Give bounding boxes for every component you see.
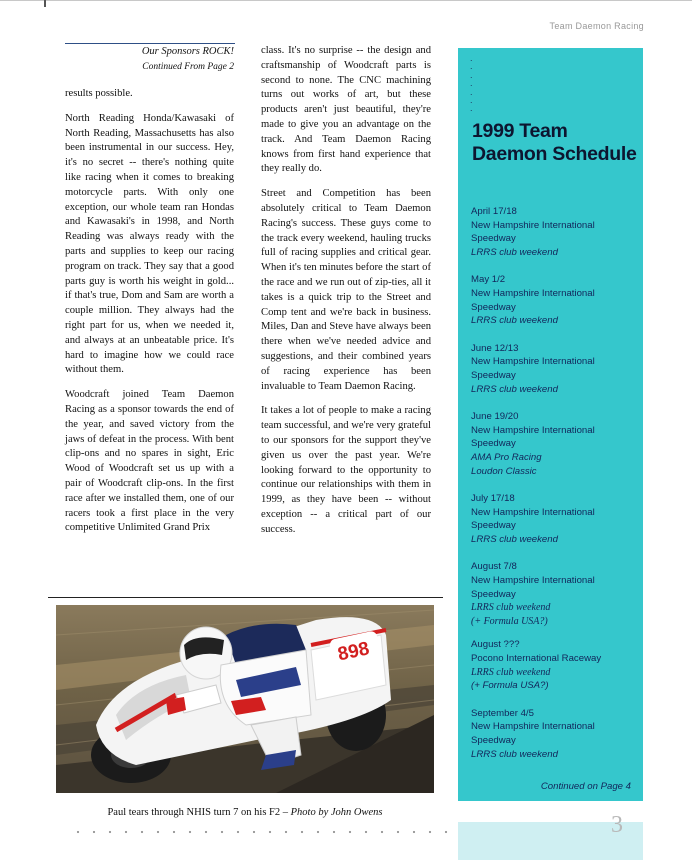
event-place: New Hampshire International Speedway xyxy=(471,506,595,532)
event-date: June 19/20 xyxy=(471,411,519,423)
section-rule xyxy=(65,43,235,44)
article-title: Our Sponsors ROCK! xyxy=(141,46,234,57)
top-tick-mark xyxy=(44,0,46,7)
event-note: LRRS club weekend xyxy=(471,748,558,760)
schedule-list xyxy=(471,205,641,775)
event-note: Loudon Classic xyxy=(471,465,537,477)
event-place: New Hampshire International Speedway xyxy=(471,356,595,381)
schedule-event xyxy=(471,205,641,259)
event-place: New Hampshire International Speedway xyxy=(471,219,595,245)
event-note: (+ Formula USA?) xyxy=(471,680,549,692)
paragraph: Woodcraft joined Team Daemon Racing as a sponsor towards the end of the year, and saved victory from the jaws of defeat in the process. With bent clip-ons and no spares in sight, Eric Wood of Woodcraft set us up with a pair of Woodcraft clip-ons. In the first race after we installed them, one of our racers took a first place in the very competitive Unlimited Grand Prix xyxy=(65,389,234,534)
schedule-event xyxy=(471,273,641,327)
event-place: New Hampshire International Speedway xyxy=(471,287,595,313)
schedule-event xyxy=(471,492,641,546)
schedule-event xyxy=(471,560,641,628)
article-column-2 xyxy=(261,44,431,548)
schedule-event xyxy=(471,410,641,478)
event-date: September 4/5 xyxy=(471,707,534,719)
racing-photo xyxy=(56,605,434,793)
event-place: New Hampshire International Speedway xyxy=(471,424,595,450)
event-note: LRRS club weekend xyxy=(471,666,551,678)
schedule-event xyxy=(471,342,641,396)
continued-on-note: Continued on Page 4 xyxy=(540,781,631,792)
paragraph: results possible. xyxy=(65,88,133,99)
continued-from-note: Continued From Page 2 xyxy=(142,62,234,72)
event-note: AMA Pro Racing xyxy=(471,451,542,463)
event-date: August ??? xyxy=(471,639,520,651)
event-note: LRRS club weekend xyxy=(471,383,558,395)
page-number: 3 xyxy=(611,812,623,838)
event-date: May 1/2 xyxy=(471,274,506,286)
schedule-event xyxy=(471,707,641,761)
article-column-1 xyxy=(65,87,234,546)
event-date: April 17/18 xyxy=(471,206,517,217)
event-place: Pocono International Raceway xyxy=(471,653,602,665)
paragraph: class. It's no surprise -- the design and craftsmanship of Woodcraft parts is second to none. The CNC machining turns out works of art, but these products aren't just beautiful, they're made to give you an advantage on the track. And Team Daemon Racing knows from first hand experience that they really do. xyxy=(261,45,431,175)
event-place: New Hampshire International Speedway xyxy=(471,575,595,600)
schedule-event xyxy=(471,638,641,692)
event-note: (+ Formula USA?) xyxy=(471,615,548,627)
event-note: LRRS club weekend xyxy=(471,602,551,614)
photo-caption xyxy=(56,807,434,818)
paragraph: North Reading Honda/Kawasaki of North Reading, Massachusetts has also been instrumental in our success. Hey, it's no secret -- there's nothing quite like racing when it comes to breaking motorcycle parts. With only one exception, our whole team ran Hondas and Kawasaki's in 1998, and North Reading was always ready with the parts and supplies to keep our racing program on track. They say that a good parts guy is worth his weight in gold... if that's true, Dom and Sam are worth a couple million. They always had the right part for us, when we needed it, and always at an unbeatable price. It's hard to imagine how we could race without them. xyxy=(65,112,234,376)
schedule-sidebar xyxy=(458,48,643,801)
sidebar-title: 1999 Team Daemon Schedule xyxy=(472,120,637,165)
paragraph: Street and Competition has been absolutely critical to Team Daemon Racing's success. These guys come to the track every weekend, hauling trucks full of racing supplies and critical gear. When it's ten minutes before the start of the race and we run out of zip-ties, all it takes is a quick trip to the Street and Comp tent and we're back in business. Miles, Dan and Steve have always been there when we've needed advice and suggestions, and their combined years of racing experience has been invaluable to Team Daemon Racing. xyxy=(261,188,431,392)
event-date: July 17/18 xyxy=(471,493,515,505)
photo-divider-rule xyxy=(48,597,443,598)
sidebar-dot-leaders: . . . . . . . xyxy=(470,53,473,114)
running-header: Team Daemon Racing xyxy=(549,21,644,31)
photo-credit: Photo by John Owens xyxy=(290,807,383,818)
event-note: LRRS club weekend xyxy=(471,246,558,258)
event-note: LRRS club weekend xyxy=(471,315,558,327)
motorcycle-racer-illustration xyxy=(56,605,434,793)
event-date: June 12/13 xyxy=(471,342,519,354)
paragraph: It takes a lot of people to make a racing team successful, and we're very grateful to our sponsors for the support they've given us over the past year. We're looking forward to the opportunity to continue our relationships with them in 1999, as they have been -- without exception -- a critical part of our success. xyxy=(261,405,431,535)
event-note: LRRS club weekend xyxy=(471,533,558,545)
number-plate: 898 xyxy=(335,638,372,666)
top-border xyxy=(0,0,692,1)
event-place: New Hampshire International Speedway xyxy=(471,721,595,746)
event-date: August 7/8 xyxy=(471,561,517,573)
caption-text: Paul tears through NHIS turn 7 on his F2 – xyxy=(107,807,291,818)
